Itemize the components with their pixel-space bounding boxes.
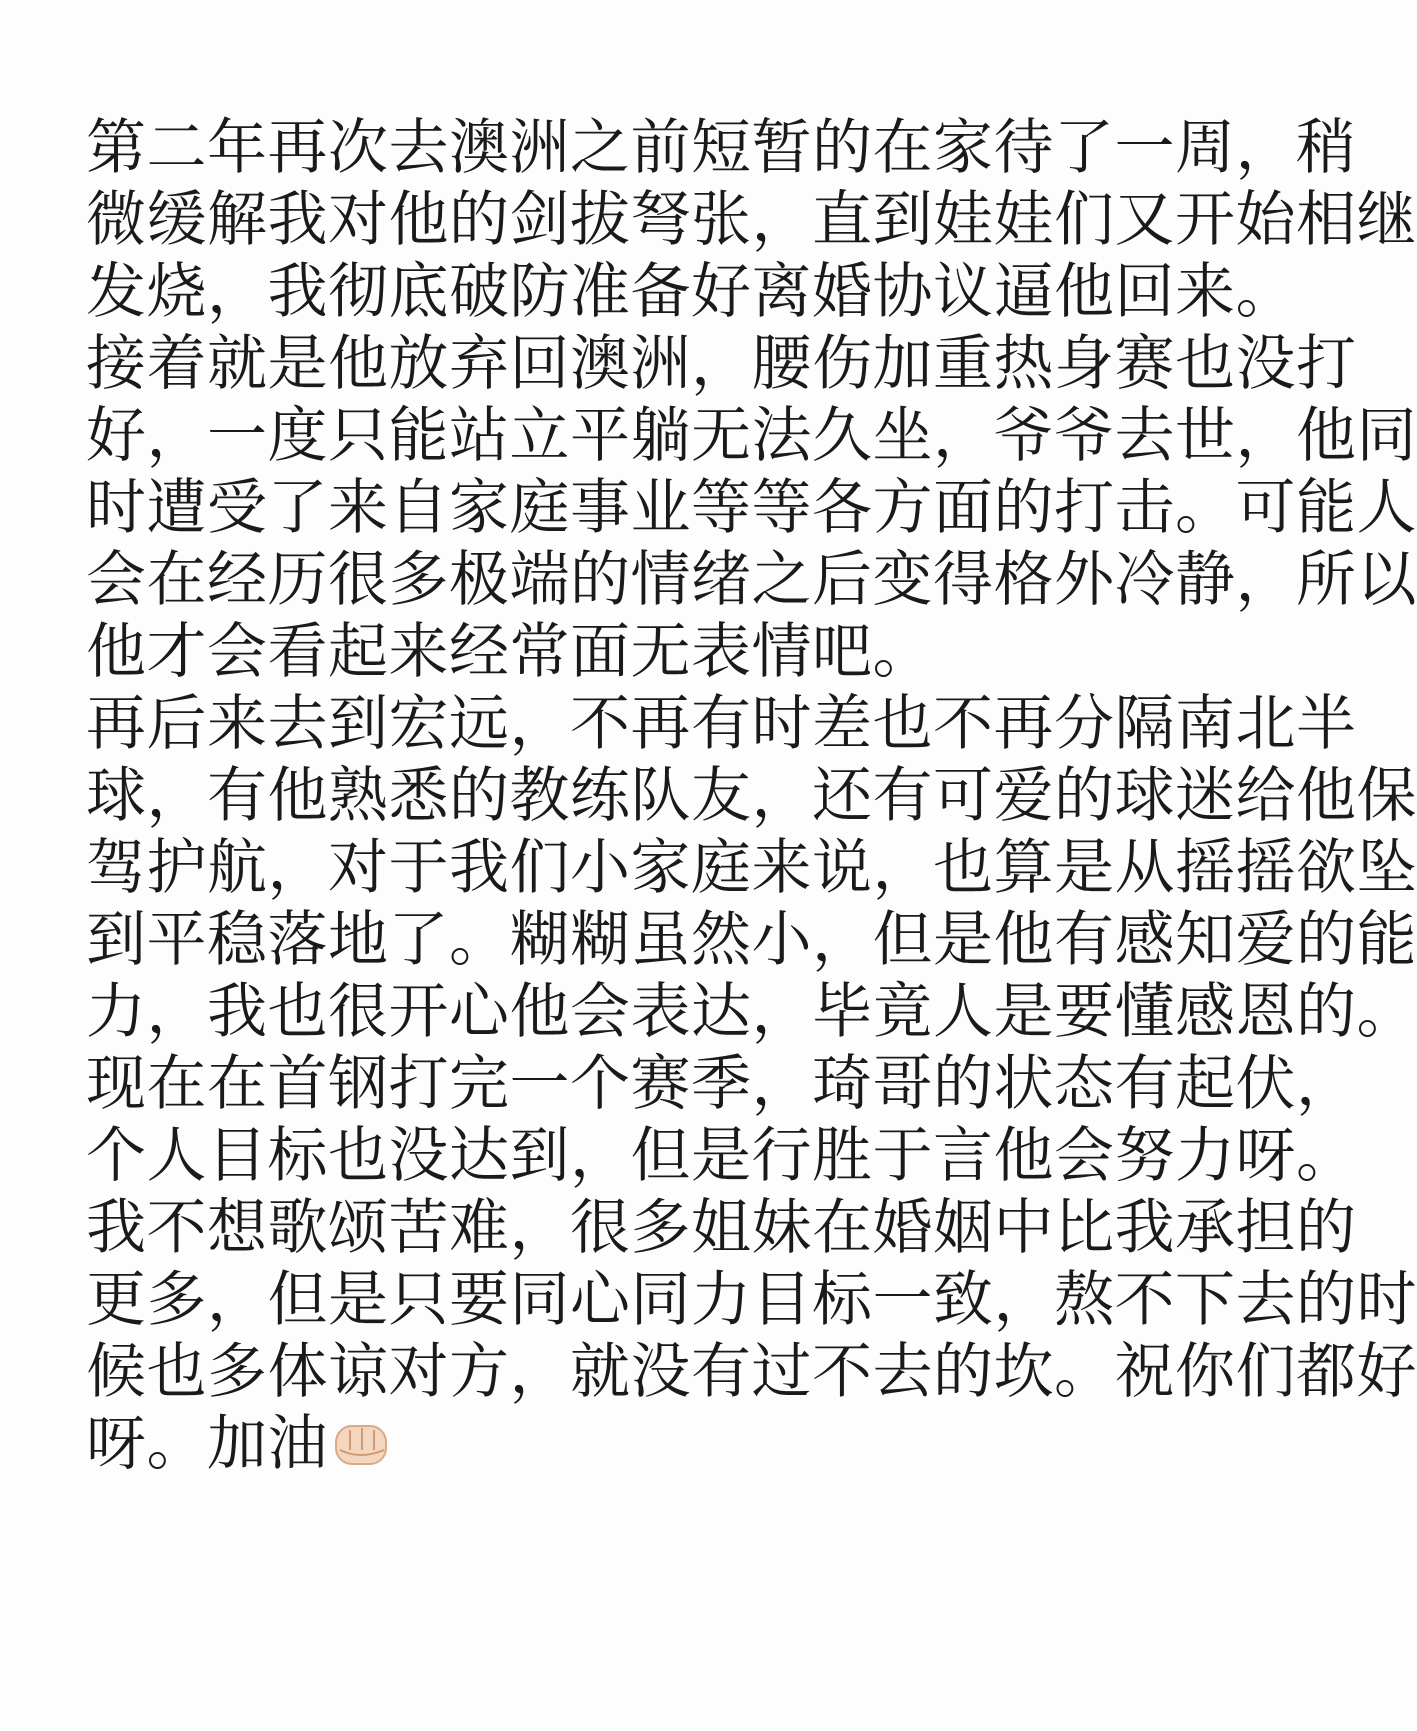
text-line-last — [86, 1404, 1186, 1484]
text-line: 他才会看起来经常面无表情吧。 — [86, 617, 933, 687]
text-line: 我不想歌颂苦难，很多姐妹在婚姻中比我承担的 — [86, 1193, 1357, 1263]
text-line: 再后来去到宏远，不再有时差也不再分隔南北半 — [86, 689, 1357, 759]
text-line: 接着就是他放弃回澳洲，腰伤加重热身赛也没打 — [86, 329, 1357, 399]
text-line: 第二年再次去澳洲之前短暂的在家待了一周，稍 — [86, 113, 1357, 183]
text-line: 时遭受了来自家庭事业等等各方面的打击。可能人 — [86, 473, 1417, 543]
text-line: 力，我也很开心他会表达，毕竟人是要懂感恩的。 — [86, 977, 1417, 1047]
text-line: 候也多体谅对方，就没有过不去的坎。祝你们都好 — [86, 1337, 1417, 1407]
text-line: 现在在首钢打完一个赛季，琦哥的状态有起伏， — [86, 1049, 1357, 1119]
text-line: 发烧，我彻底破防准备好离婚协议逼他回来。 — [86, 257, 1296, 327]
fist-bump-icon — [332, 1420, 392, 1470]
text-line: 好，一度只能站立平躺无法久坐，爷爷去世，他同 — [86, 401, 1417, 471]
text-line: 球，有他熟悉的教练队友，还有可爱的球迷给他保 — [86, 761, 1417, 831]
text-line: 驾护航，对于我们小家庭来说，也算是从摇摇欲坠 — [86, 833, 1417, 903]
text-line: 微缓解我对他的剑拔弩张，直到娃娃们又开始相继 — [86, 185, 1417, 255]
text-line-last-text: 呀。加油 — [86, 1409, 328, 1479]
text-line: 个人目标也没达到，但是行胜于言他会努力呀。 — [86, 1121, 1357, 1191]
text-line: 到平稳落地了。糊糊虽然小，但是他有感知爱的能 — [86, 905, 1417, 975]
text-line: 会在经历很多极端的情绪之后变得格外冷静，所以 — [86, 545, 1417, 615]
text-line: 更多，但是只要同心同力目标一致，熬不下去的时 — [86, 1265, 1417, 1335]
